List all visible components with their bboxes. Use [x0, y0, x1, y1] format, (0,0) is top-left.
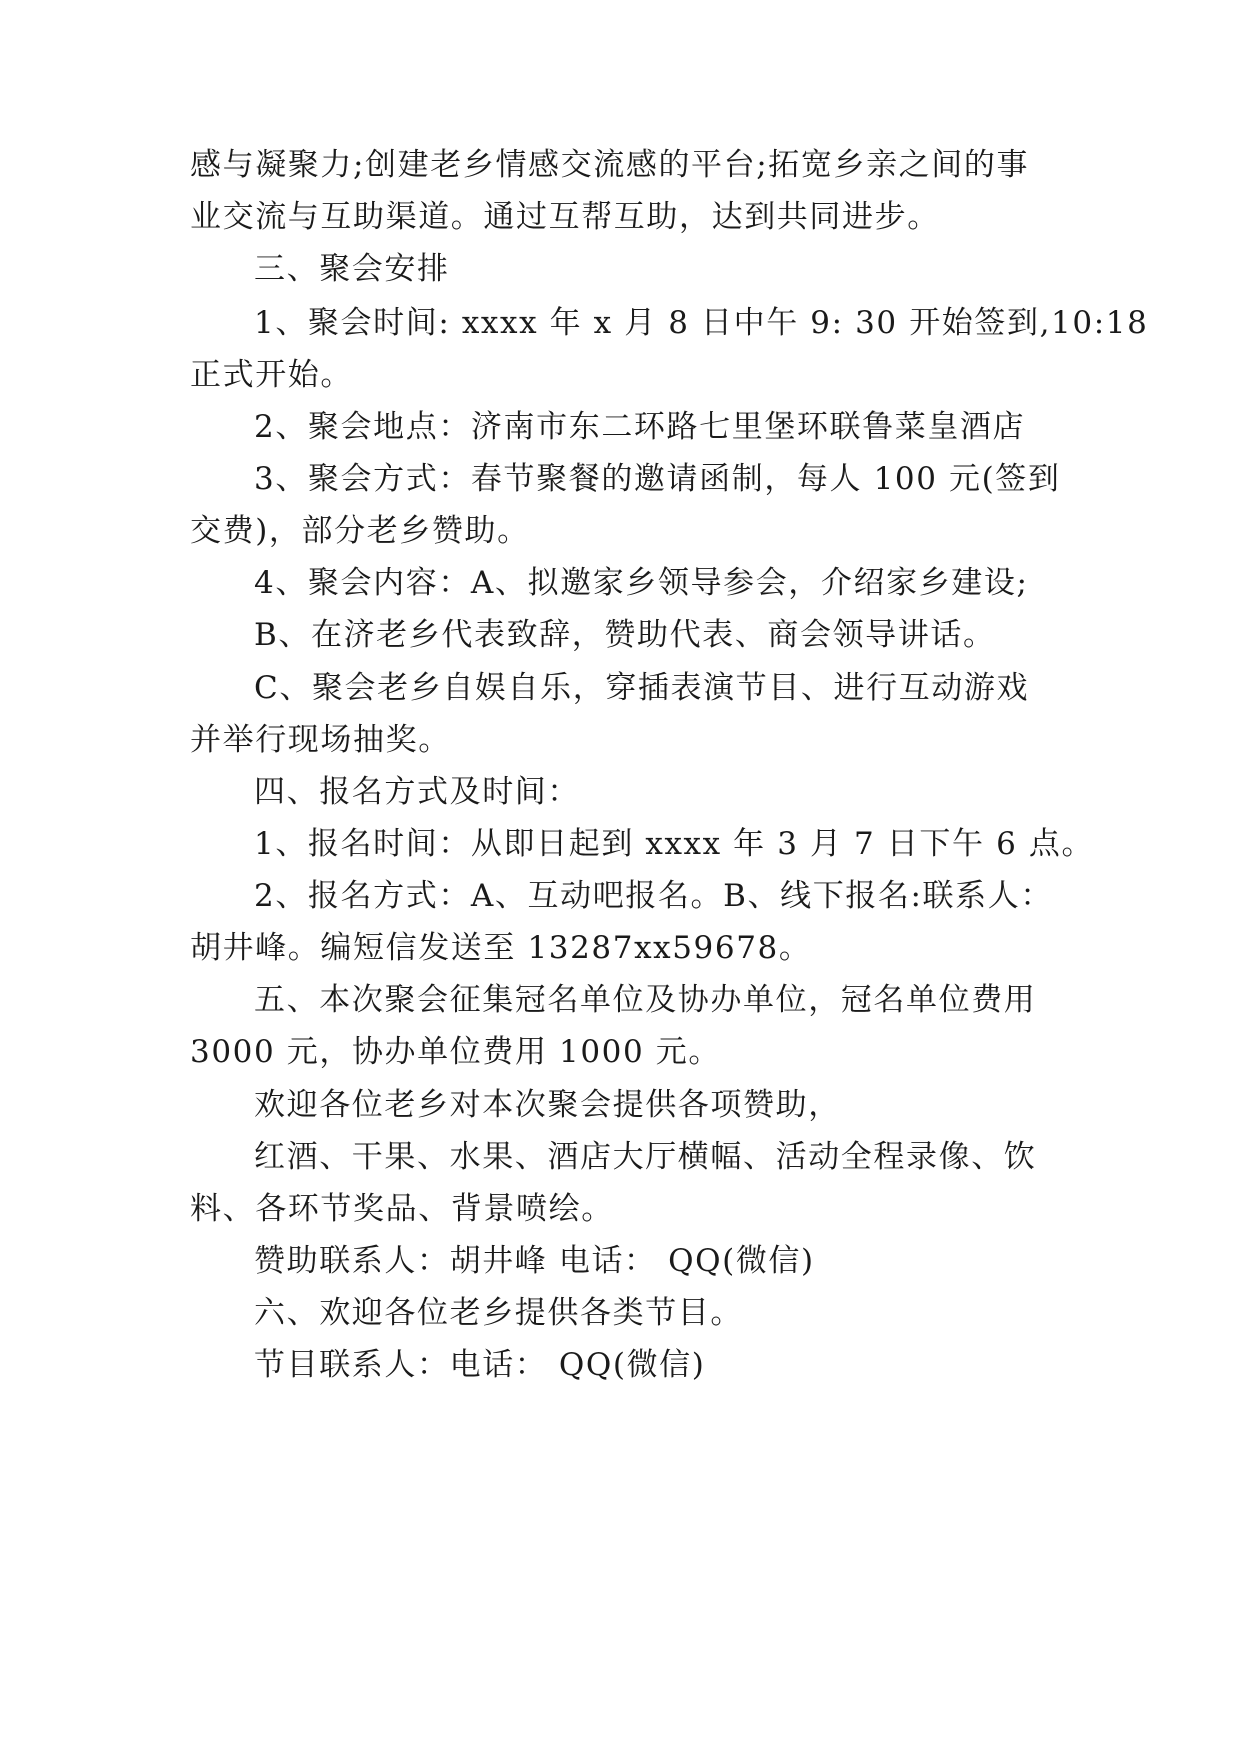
- paragraph-line: 3、聚会方式：春节聚餐的邀请函制，每人 100 元(签到: [254, 461, 1061, 497]
- section-heading: 四、报名方式及时间：: [254, 774, 580, 810]
- paragraph-line: 胡井峰。编短信发送至 13287xx59678。: [190, 930, 812, 966]
- paragraph-line: 料、各环节奖品、背景喷绘。: [190, 1191, 614, 1227]
- section-heading: 三、聚会安排: [254, 251, 450, 287]
- paragraph-line: 2、聚会地点：济南市东二环路七里堡环联鲁菜皇酒店: [254, 409, 1026, 445]
- paragraph-line: 欢迎各位老乡对本次聚会提供各项赞助，: [254, 1087, 841, 1123]
- paragraph-line: 1、聚会时间: xxxx 年 x 月 8 日中午 9: 30 开始签到,10:18: [254, 305, 1149, 341]
- contact-line: 赞助联系人：胡井峰 电话： QQ(微信): [254, 1243, 815, 1279]
- paragraph-line: 交费)，部分老乡赞助。: [190, 513, 530, 549]
- paragraph-line: 红酒、干果、水果、酒店大厅横幅、活动全程录像、饮: [254, 1139, 1037, 1175]
- section-heading: 六、欢迎各位老乡提供各类节目。: [254, 1295, 743, 1331]
- contact-line: 节目联系人：电话： QQ(微信): [254, 1347, 706, 1383]
- paragraph-line: 并举行现场抽奖。: [190, 722, 451, 758]
- paragraph-line: 感与凝聚力;创建老乡情感交流感的平台;拓宽乡亲之间的事: [190, 147, 1030, 183]
- paragraph-line: 正式开始。: [190, 357, 353, 393]
- paragraph-line: 业交流与互助渠道。通过互帮互助，达到共同进步。: [190, 199, 940, 235]
- paragraph-line: 4、聚会内容：A、拟邀家乡领导参会，介绍家乡建设;: [254, 565, 1029, 601]
- paragraph-line: C、聚会老乡自娱自乐，穿插表演节目、进行互动游戏: [254, 670, 1030, 706]
- paragraph-line: B、在济老乡代表致辞，赞助代表、商会领导讲话。: [254, 617, 996, 653]
- paragraph-line: 3000 元，协办单位费用 1000 元。: [190, 1034, 721, 1070]
- paragraph-line: 2、报名方式：A、互动吧报名。B、线下报名:联系人：: [254, 878, 1053, 914]
- paragraph-line: 1、报名时间：从即日起到 xxxx 年 3 月 7 日下午 6 点。: [254, 826, 1095, 862]
- section-heading: 五、本次聚会征集冠名单位及协办单位，冠名单位费用: [254, 982, 1037, 1018]
